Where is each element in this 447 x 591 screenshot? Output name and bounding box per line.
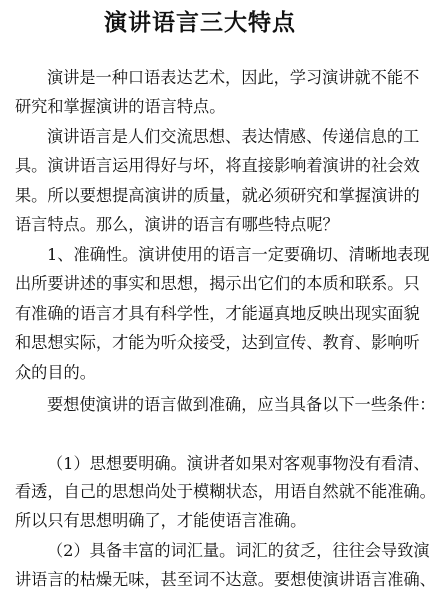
paragraph-line: 有准确的语言才具有科学性，才能逼真地反映出现实面貌	[15, 304, 420, 323]
paragraph-line: 看透，自己的思想尚处于模糊状态，用语自然就不能准确。	[15, 482, 436, 501]
paragraph-line: （2）具备丰富的词汇量。词汇的贫乏，往往会导致演	[47, 541, 430, 560]
paragraph-line: 众的目的。	[15, 363, 96, 382]
paragraph-line: 演讲语言是人们交流思想、表达情感、传递信息的工	[47, 127, 420, 146]
paragraph-line: 1、准确性。演讲使用的语言一定要确切、清晰地表现	[47, 245, 430, 264]
paragraph-line: 演讲是一种口语表达艺术，因此，学习演讲就不能不	[47, 68, 420, 87]
paragraph-line: 讲语言的枯燥无味，甚至词不达意。要想使演讲语言准确、	[15, 570, 436, 589]
paragraph-line: 出所要讲述的事实和思想，揭示出它们的本质和联系。只	[15, 274, 420, 293]
paragraph-line: 要想使演讲的语言做到准确，应当具备以下一些条件：	[47, 395, 436, 414]
paragraph-line: （1）思想要明确。演讲者如果对客观事物没有看清、	[47, 454, 430, 473]
paragraph-line: 具。演讲语言运用得好与坏，将直接影响着演讲的社会效	[15, 156, 420, 175]
paragraph-line: 研究和掌握演讲的语言特点。	[15, 97, 226, 116]
paragraph-line: 语言特点。那么，演讲的语言有哪些特点呢？	[15, 215, 339, 234]
document-title: 演讲语言三大特点	[104, 10, 296, 36]
paragraph-line: 果。所以要想提高演讲的质量，就必须研究和掌握演讲的	[15, 186, 420, 205]
paragraph-line: 所以只有思想明确了，才能使语言准确。	[15, 511, 307, 530]
paragraph-line: 和思想实际，才能为听众接受，达到宣传、教育、影响听	[15, 333, 420, 352]
